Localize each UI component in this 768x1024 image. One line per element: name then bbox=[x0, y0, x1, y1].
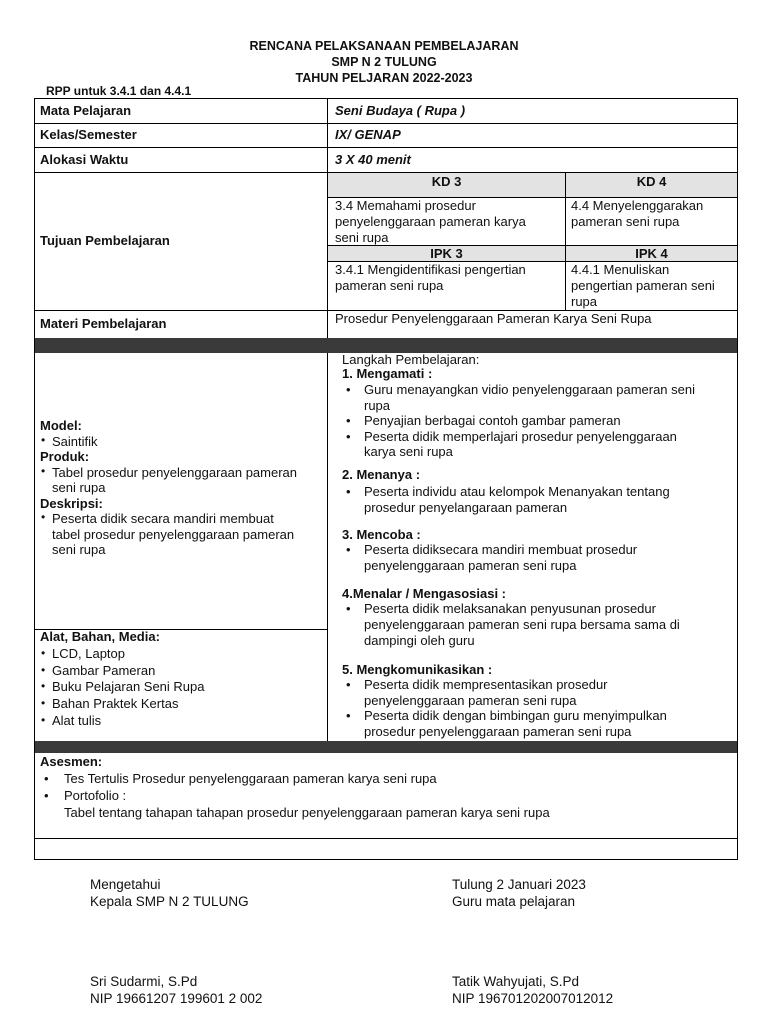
item-line: dampingi oleh guru bbox=[364, 633, 475, 648]
item-line: penyelenggaraan pameran seni rupa bbox=[364, 692, 577, 708]
step-mengkomunikasikan-list bbox=[342, 677, 732, 739]
step-mengamati-title: 1. Mengamati : bbox=[342, 366, 433, 381]
desk-line: tabel prosedur penyelenggaraan pameran bbox=[52, 526, 295, 542]
step-mengamati-list bbox=[342, 382, 732, 460]
list-item bbox=[342, 708, 732, 724]
list-item bbox=[342, 542, 732, 558]
alat-section bbox=[40, 629, 325, 730]
list-item bbox=[342, 429, 732, 445]
ipk4-line: rupa bbox=[571, 294, 598, 309]
signature-left-name bbox=[90, 973, 262, 1007]
ipk4-line: pengertian pameran seni bbox=[571, 278, 715, 293]
item-line: Peserta didik dengan bimbingan guru menyimpulkan bbox=[364, 708, 667, 723]
kd4-line: 4.4 Menyelenggarakan bbox=[571, 198, 704, 213]
list-item bbox=[342, 382, 732, 398]
item-line: penyelenggaraan pameran seni rupa bbox=[364, 557, 577, 573]
asesmen-list bbox=[40, 770, 730, 821]
kd4-text bbox=[571, 198, 703, 230]
alat-item: • Gambar Pameran bbox=[40, 663, 325, 680]
ipk3-line: pameran seni rupa bbox=[335, 278, 444, 293]
left-line1: Mengetahui bbox=[90, 877, 161, 892]
asesmen-label: Asesmen: bbox=[40, 754, 103, 769]
right-line1: Tulung 2 Januari 2023 bbox=[452, 877, 586, 892]
model-section bbox=[40, 418, 325, 558]
signature-right-name bbox=[452, 973, 613, 1007]
model-item: • Saintifik bbox=[40, 434, 325, 450]
kd4-header: KD 4 bbox=[636, 174, 667, 189]
produk-label: Produk: bbox=[40, 449, 90, 464]
item-line: Tabel tentang tahapan tahapan prosedur penyelenggaraan pameran karya seni rupa bbox=[64, 805, 550, 820]
tujuan-label: Tujuan Pembelajaran bbox=[40, 233, 170, 248]
kd3-text bbox=[335, 198, 526, 246]
list-item bbox=[342, 601, 732, 617]
alat-item: • Bahan Praktek Kertas bbox=[40, 696, 325, 713]
school-name: SMP N 2 TULUNG bbox=[331, 55, 437, 69]
item-line: Guru menayangkan vidio penyelenggaraan pameran seni bbox=[364, 382, 695, 397]
item-line: penyelenggaraan pameran seni rupa bersama sama di bbox=[364, 617, 680, 632]
materi-value: Prosedur Penyelenggaraan Pameran Karya Seni Rupa bbox=[335, 311, 652, 326]
right-name: Tatik Wahyujati, S.Pd bbox=[452, 974, 580, 989]
step-mencoba-list bbox=[342, 542, 732, 573]
produk-line: Tabel prosedur penyelenggaraan pameran bbox=[52, 464, 298, 480]
left-line2: Kepala SMP N 2 TULUNG bbox=[90, 894, 249, 909]
list-item: • Tes Tertulis Prosedur penyelenggaraan pameran karya seni rupa bbox=[40, 770, 730, 787]
item-line: prosedur penyelenggaraan pameran seni rupa bbox=[364, 723, 632, 739]
school-year: TAHUN PELJARAN 2022-2023 bbox=[295, 71, 473, 85]
kd3-line: 3.4 Memahami prosedur bbox=[335, 198, 476, 213]
item-line: rupa bbox=[364, 397, 391, 413]
desk-line: seni rupa bbox=[52, 542, 106, 557]
ipk3-text bbox=[335, 262, 526, 294]
left-name: Sri Sudarmi, S.Pd bbox=[90, 974, 198, 989]
alat-item: • Alat tulis bbox=[40, 713, 325, 730]
kd3-line: penyelenggaraan pameran karya bbox=[335, 214, 526, 229]
right-line2: Guru mata pelajaran bbox=[452, 894, 576, 909]
langkah-title: Langkah Pembelajaran: bbox=[342, 352, 480, 367]
step-menalar-list bbox=[342, 601, 732, 649]
separator-bar bbox=[35, 338, 737, 353]
list-item: • Portofolio : bbox=[40, 787, 730, 804]
materi-label: Materi Pembelajaran bbox=[40, 316, 167, 331]
signature-right bbox=[452, 876, 586, 910]
kelas-value: IX/ GENAP bbox=[335, 127, 401, 142]
item-line: Peserta didiksecara mandiri membuat prosedur bbox=[364, 542, 638, 557]
model-label: Model: bbox=[40, 418, 82, 433]
deskripsi-item bbox=[40, 511, 325, 527]
alokasi-value: 3 X 40 menit bbox=[335, 152, 411, 167]
kd3-header: KD 3 bbox=[431, 174, 462, 189]
right-nip: NIP 196701202007012012 bbox=[452, 991, 614, 1006]
list-item bbox=[342, 484, 732, 500]
item-line: Peserta didik melaksanakan penyusunan prosedur bbox=[364, 601, 656, 616]
step-menanya-title: 2. Menanya : bbox=[342, 467, 421, 482]
item-line: prosedur penyelangaraan pameran bbox=[364, 499, 568, 515]
kd4-line: pameran seni rupa bbox=[571, 214, 680, 229]
step-mencoba-title: 3. Mencoba : bbox=[342, 527, 421, 542]
step-menanya-list bbox=[342, 484, 732, 515]
list-item: • Penyajian berbagai contoh gambar pameran bbox=[342, 413, 732, 429]
alat-item: • Buku Pelajaran Seni Rupa bbox=[40, 679, 325, 696]
list-item bbox=[342, 677, 732, 693]
ipk3-line: 3.4.1 Mengidentifikasi pengertian bbox=[335, 262, 526, 277]
ipk4-header: IPK 4 bbox=[635, 246, 668, 261]
separator-bar bbox=[35, 741, 737, 753]
produk-line: seni rupa bbox=[52, 480, 106, 495]
deskripsi-label: Deskripsi: bbox=[40, 495, 103, 511]
kelas-label: Kelas/Semester bbox=[40, 127, 137, 142]
ipk4-line: 4.4.1 Menuliskan bbox=[571, 262, 670, 277]
ipk3-header: IPK 3 bbox=[430, 246, 463, 261]
signature-left bbox=[90, 876, 249, 910]
item-line: karya seni rupa bbox=[364, 444, 453, 459]
alokasi-label: Alokasi Waktu bbox=[40, 152, 129, 167]
step-menalar-title: 4.Menalar / Mengasosiasi : bbox=[342, 586, 507, 601]
left-nip: NIP 19661207 199601 2 002 bbox=[90, 991, 263, 1006]
step-mengkomunikasikan-title: 5. Mengkomunikasikan : bbox=[342, 662, 493, 677]
alat-item: • LCD, Laptop bbox=[40, 646, 325, 663]
ipk4-text bbox=[571, 262, 715, 310]
rpp-label: RPP untuk 3.4.1 dan 4.4.1 bbox=[46, 84, 192, 98]
kd3-line: seni rupa bbox=[335, 230, 389, 245]
alat-label: Alat, Bahan, Media: bbox=[40, 629, 160, 644]
mapel-label: Mata Pelajaran bbox=[40, 103, 132, 118]
item-line: Peserta didik mempresentasikan prosedur bbox=[364, 677, 608, 692]
mapel-value: Seni Budaya ( Rupa ) bbox=[335, 103, 466, 118]
produk-item bbox=[40, 465, 325, 481]
desk-line: Peserta didik secara mandiri membuat bbox=[52, 511, 274, 526]
item-line: Peserta individu atau kelompok Menanyakan tentang bbox=[364, 484, 670, 499]
doc-title: RENCANA PELAKSANAAN PEMBELAJARAN bbox=[249, 39, 519, 53]
item-line: Peserta didik memperlajari prosedur penyelenggaraan bbox=[364, 428, 677, 444]
